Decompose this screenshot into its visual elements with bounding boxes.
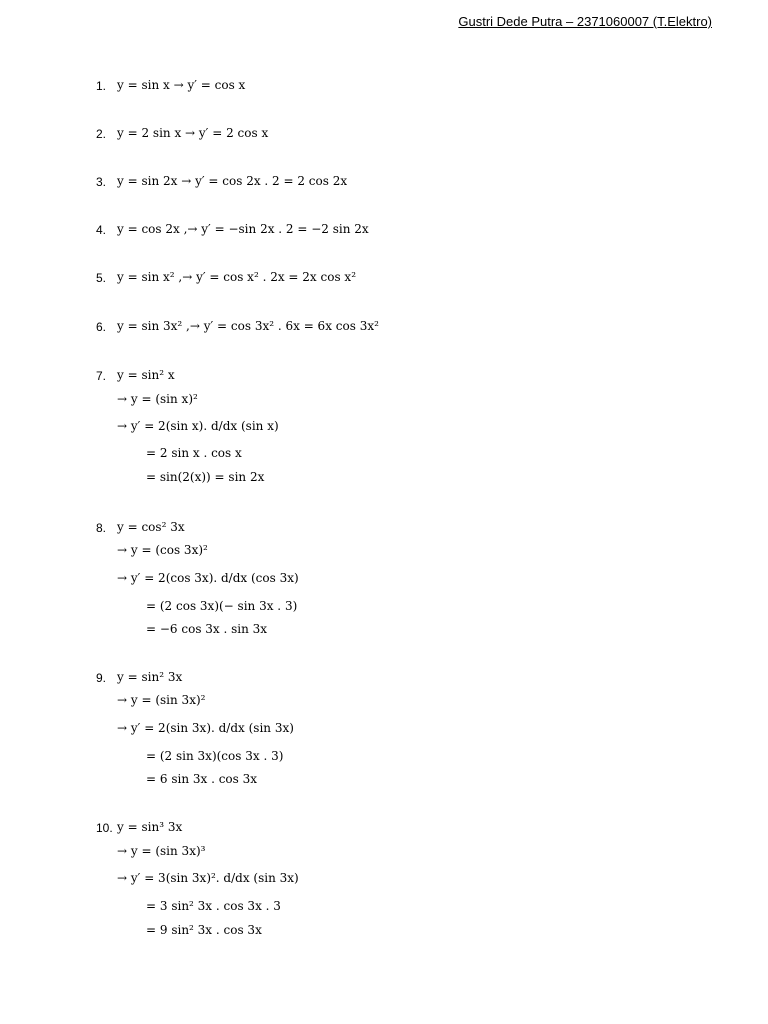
problem-7-line-3: → y′ = 2(sin x). d/dx (sin x) bbox=[117, 419, 279, 433]
problem-5-equation: y = sin x² ,→ y′ = cos x² . 2x = 2x cos x² bbox=[117, 270, 357, 284]
problem-7-line-4: = 2 sin x . cos x bbox=[146, 446, 242, 460]
problem-6-number: 6. bbox=[96, 320, 107, 334]
problem-10-line-1: y = sin³ 3x bbox=[117, 820, 183, 834]
problem-8-line-2: → y = (cos 3x)² bbox=[117, 543, 208, 557]
problem-8-line-5: = −6 cos 3x . sin 3x bbox=[146, 622, 268, 636]
problem-9-number: 9. bbox=[96, 671, 107, 685]
problem-10-number: 10. bbox=[96, 821, 113, 835]
problem-4-equation: y = cos 2x ,→ y′ = −sin 2x . 2 = −2 sin 2x bbox=[117, 222, 369, 236]
problem-8-number: 8. bbox=[96, 521, 107, 535]
problem-10-line-3: → y′ = 3(sin 3x)². d/dx (sin 3x) bbox=[117, 871, 299, 885]
problem-1-number: 1. bbox=[96, 79, 107, 93]
problem-9-line-1: y = sin² 3x bbox=[117, 670, 183, 684]
problem-10-line-5: = 9 sin² 3x . cos 3x bbox=[146, 923, 262, 937]
problem-6-equation: y = sin 3x² ,→ y′ = cos 3x² . 6x = 6x cos 3x² bbox=[117, 319, 379, 333]
problem-5-number: 5. bbox=[96, 271, 107, 285]
page-header: Gustri Dede Putra – 2371060007 (T.Elektro) bbox=[458, 14, 712, 29]
problem-9-line-4: = (2 sin 3x)(cos 3x . 3) bbox=[146, 749, 284, 763]
problem-9-line-3: → y′ = 2(sin 3x). d/dx (sin 3x) bbox=[117, 721, 294, 735]
problem-2-equation: y = 2 sin x → y′ = 2 cos x bbox=[117, 126, 269, 140]
problem-7-number: 7. bbox=[96, 369, 107, 383]
problem-9-line-5: = 6 sin 3x . cos 3x bbox=[146, 772, 258, 786]
problem-7-line-5: = sin(2(x)) = sin 2x bbox=[146, 470, 265, 484]
problem-1-equation: y = sin x → y′ = cos x bbox=[117, 78, 246, 92]
problem-4-number: 4. bbox=[96, 223, 107, 237]
problem-7-line-2: → y = (sin x)² bbox=[117, 392, 198, 406]
problem-8-line-1: y = cos² 3x bbox=[117, 520, 185, 534]
problem-2-number: 2. bbox=[96, 127, 107, 141]
problem-7-line-1: y = sin² x bbox=[117, 368, 175, 382]
problem-3-number: 3. bbox=[96, 175, 107, 189]
problem-8-line-3: → y′ = 2(cos 3x). d/dx (cos 3x) bbox=[117, 571, 299, 585]
problem-3-equation: y = sin 2x → y′ = cos 2x . 2 = 2 cos 2x bbox=[117, 174, 348, 188]
problem-8-line-4: = (2 cos 3x)(− sin 3x . 3) bbox=[146, 599, 298, 613]
problem-10-line-2: → y = (sin 3x)³ bbox=[117, 844, 206, 858]
problem-9-line-2: → y = (sin 3x)² bbox=[117, 693, 206, 707]
problem-10-line-4: = 3 sin² 3x . cos 3x . 3 bbox=[146, 899, 281, 913]
